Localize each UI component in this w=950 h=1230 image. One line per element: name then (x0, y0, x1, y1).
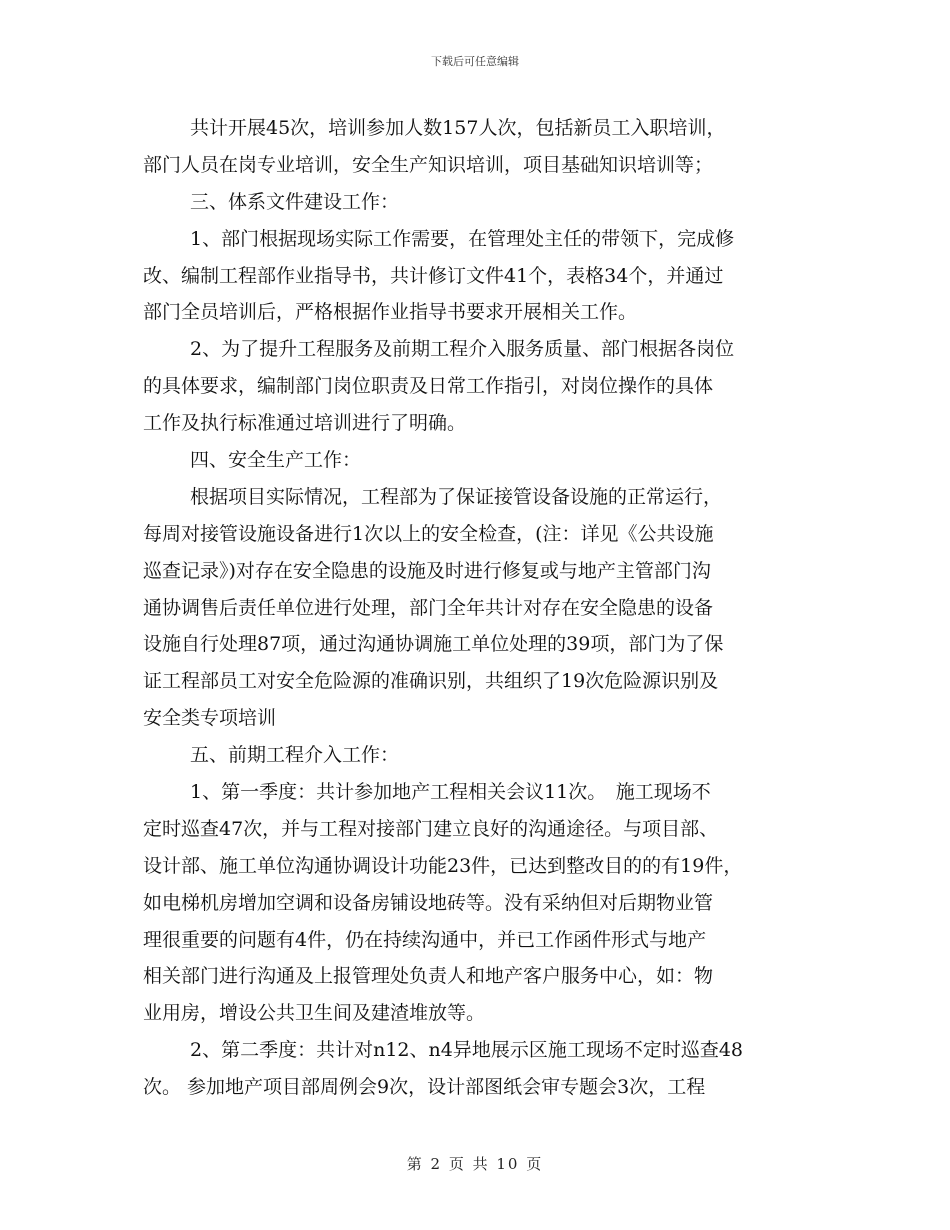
document-body (143, 110, 833, 1106)
text-line: 通协调售后责任单位进行处理，部门全年共计对存在安全隐患的设备 (143, 596, 714, 619)
text-line: 四、安全生产工作： (190, 449, 362, 472)
text-line: 证工程部员工对安全危险源的准确识别，共组织了19次危险源识别及 (143, 670, 719, 693)
text-line: 共计开展45次，培训参加人数157人次，包括新员工入职培训， (190, 117, 726, 139)
text-line: 2、第二季度：共计对n12、n4异地展示区施工现场不定时巡查48 (190, 1039, 744, 1062)
page-footer: 第 2 页 共 10 页 (406, 1155, 544, 1173)
text-line: 的具体要求，编制部门岗位职责及日常工作指引，对岗位操作的具体 (143, 375, 714, 398)
text-line: 次。 参加地产项目部周例会9次，设计部图纸会审专题会3次，工程 (143, 1076, 706, 1099)
text-line: 设计部、施工单位沟通协调设计功能23件，已达到整改目的的有19件， (143, 854, 743, 877)
text-line: 业用房，增设公共卫生间及建渣堆放等。 (143, 1002, 486, 1025)
text-line: 每周对接管设施设备进行1次以上的安全检查，(注：详见《公共设施 (143, 522, 714, 545)
text-line: 根据项目实际情况，工程部为了保证接管设备设施的正常运行， (190, 485, 723, 508)
page-header: 下载后可任意编辑 (431, 55, 519, 68)
text-line: 五、前期工程介入工作： (190, 744, 400, 767)
text-line: 定时巡查47次，并与工程对接部门建立良好的沟通途径。与项目部、 (143, 817, 719, 840)
text-line: 巡查记录》)对存在安全隐患的设施及时进行修复或与地产主管部门沟 (143, 559, 711, 582)
text-line: 部门人员在岗专业培训，安全生产知识培训，项目基础知识培训等； (143, 153, 714, 176)
text-line: 安全类专项培训 (143, 707, 277, 730)
text-line: 设施自行处理87项，通过沟通协调施工单位处理的39项，部门为了保 (143, 633, 724, 656)
text-line: 三、体系文件建设工作： (190, 190, 400, 213)
text-line: 如电梯机房增加空调和设备房铺设地砖等。没有采纳但对后期物业管 (143, 891, 714, 914)
text-line: 2、为了提升工程服务及前期工程介入服务质量、部门根据各岗位 (190, 338, 735, 361)
text-line: 改、编制工程部作业指导书，共计修订文件41个，表格34个，并通过 (143, 264, 724, 287)
text-line: 1、第一季度：共计参加地产工程相关会议11次。 施工现场不 (190, 781, 711, 804)
text-line: 部门全员培训后，严格根据作业指导书要求开展相关工作。 (143, 301, 638, 324)
text-line: 相关部门进行沟通及上报管理处负责人和地产客户服务中心，如：物 (143, 965, 714, 988)
text-line: 理很重要的问题有4件，仍在持续沟通中，并已工作函件形式与地产 (143, 928, 707, 951)
text-line: 工作及执行标准通过培训进行了明确。 (143, 412, 467, 435)
text-line: 1、部门根据现场实际工作需要，在管理处主任的带领下，完成修 (190, 227, 735, 250)
